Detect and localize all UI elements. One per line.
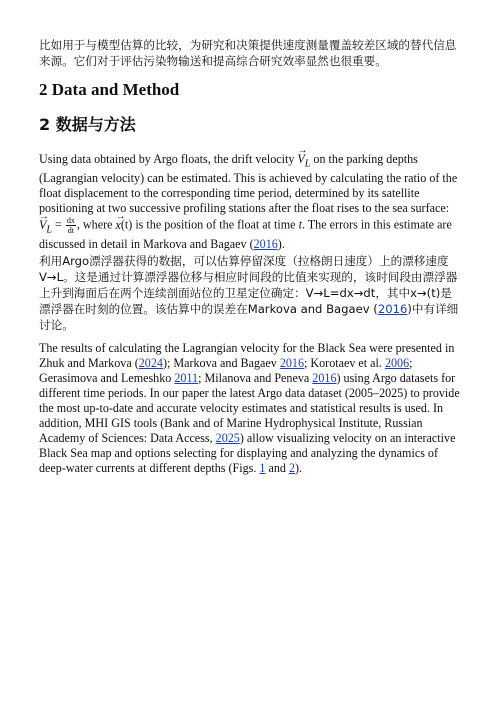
citation-link-2016b[interactable]: 2016: [279, 356, 304, 370]
text-span: ).: [295, 461, 303, 475]
text-span: ).: [277, 237, 285, 252]
section-heading-zh: 2 数据与方法: [39, 115, 136, 134]
section-heading-en: 2 Data and Method: [39, 80, 180, 99]
citation-link-2024[interactable]: 2024: [138, 356, 163, 370]
position-symbol: → x: [116, 218, 121, 233]
text-span: )中有详细讨论。: [39, 302, 459, 332]
equation-lhs-subscript: L: [46, 224, 52, 236]
method-paragraph-en: [39, 152, 461, 252]
equation-equals: =: [52, 217, 65, 232]
text-span: ) allow visualizing velocity on an interactive Black Sea map and options selecting for displaying and analyzing the dynamics of deep-water currents at different depths (Figs.: [39, 431, 456, 475]
equation-fraction: [66, 216, 76, 235]
equation-lhs: [39, 218, 52, 237]
figure-link-2[interactable]: 2: [288, 461, 296, 475]
text-span: Using data obtained by Argo floats, the drift velocity: [39, 152, 298, 166]
text-span: and: [265, 461, 289, 475]
position-argument: (t): [120, 217, 133, 232]
text-span: . The errors in this estimate are discussed in detail in Markova and Bagaev (: [39, 217, 452, 252]
text-span: ; Gerasimova and Lemeshko: [39, 356, 413, 385]
citation-link-2025[interactable]: 2025: [215, 431, 240, 445]
method-paragraph-zh: [39, 253, 461, 333]
citation-link-2016[interactable]: 2016: [253, 237, 278, 252]
citation-link-2006[interactable]: 2006: [384, 356, 410, 370]
results-paragraph-en: [39, 341, 461, 476]
text-span: on the parking depths (Lagrangian velocity) can be estimated. This is achieved by calculating the ratio of the float displacement to the corresponding time period, determined by its satellite positioning at two successive profiling stations after the float rises to the sea surface:: [39, 152, 458, 216]
text-span: The results of calculating the Lagrangian velocity for the Black Sea were presented in Zhuk and Markova (: [39, 341, 455, 370]
time-symbol: t: [298, 217, 302, 232]
citation-link-2016-zh[interactable]: 2016: [377, 302, 408, 316]
text-span: ; Milanova and Peneva: [198, 371, 313, 385]
text-span: , where: [76, 217, 116, 232]
velocity-subscript: L: [304, 158, 311, 170]
velocity-symbol: [297, 152, 310, 171]
equation-lhs-letter: V: [39, 217, 47, 232]
text-span: ) using Argo datasets for different time periods. In our paper the latest Argo data dataset (2005–2025) to provide the most up-to-date and accurate velocity estimates and statistical results is used. In addition, MHI GIS tools (Bank and of Marine Hydrophysical Institute, Russian Academy of Sciences: Data Access,: [39, 371, 460, 445]
figure-link-1[interactable]: 1: [259, 461, 266, 475]
intro-paragraph-zh: 比如用于与模型估算的比较，为研究和决策提供速度测量覆盖较差区域的替代信息来源。它们对于评估污染物输送和提高综合研究效率显然也很重要。: [39, 38, 457, 68]
citation-link-2011[interactable]: 2011: [174, 371, 199, 385]
fraction-numerator: dx: [66, 216, 75, 226]
text-span: ; Korotaev et al.: [304, 356, 385, 370]
citation-link-2016c[interactable]: 2016: [312, 371, 337, 385]
text-span: is the position of the float at time: [132, 217, 299, 232]
fraction-denominator: dt: [67, 226, 74, 236]
text-span: ); Markova and Bagaev: [162, 356, 280, 370]
velocity-letter: V: [297, 152, 305, 166]
text-span: 利用Argo漂浮器获得的数据，可以估算停留深度（拉格朗日速度）上的漂移速度V→L。这是通过计算漂浮器位移与相应时间段的比值来实现的，该时间段由漂浮器上升到海面后在两个连续剖面站位的卫星定位确定：V→L=dx→dt，其中x→(t)是漂浮器在时刻的位置。该估算中的误差在Markova and Bagaev (: [39, 254, 458, 316]
